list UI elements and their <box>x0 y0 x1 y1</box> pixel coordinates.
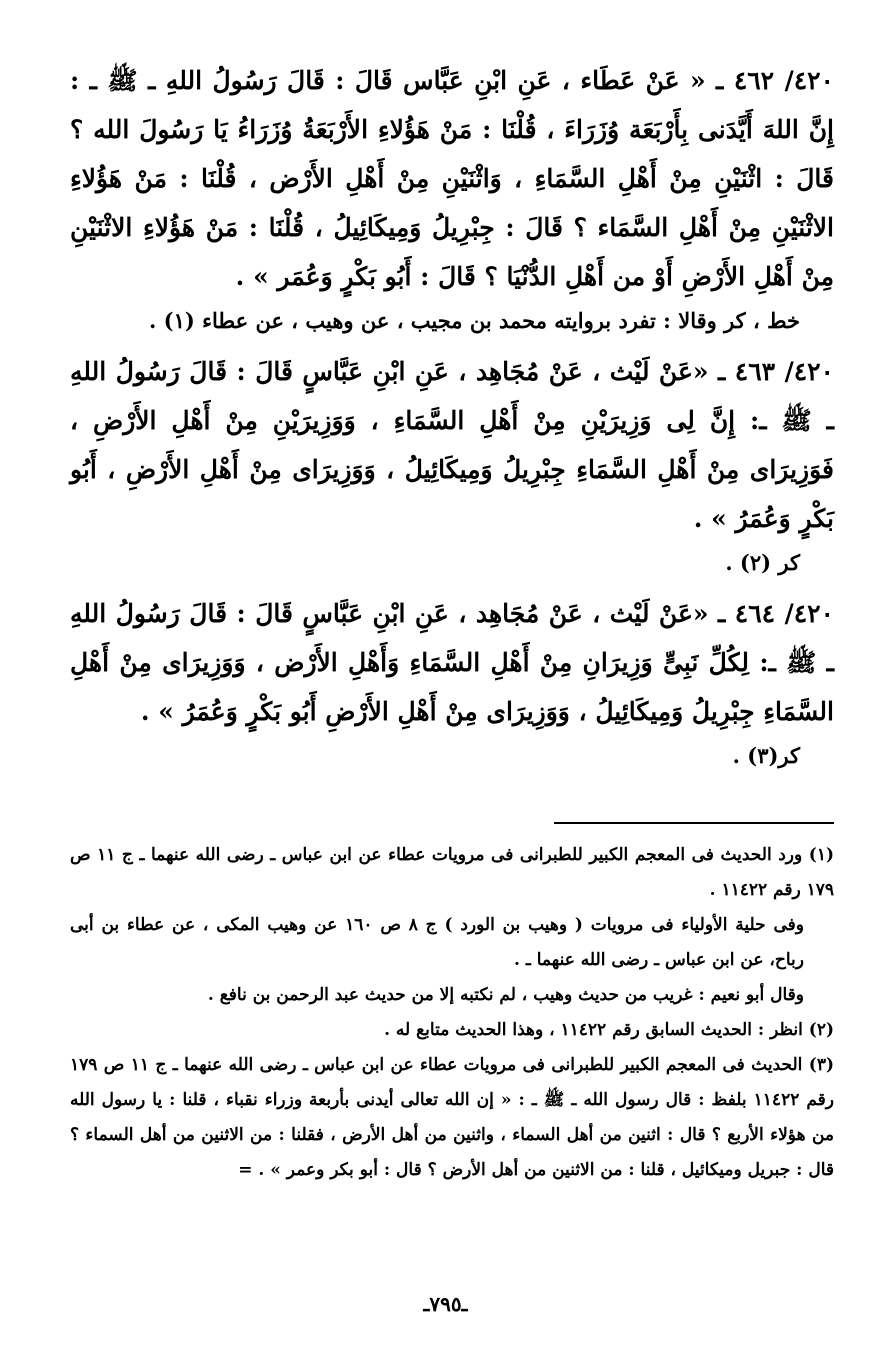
hadith-462-source: خط ، كر وقالا : تفرد بروايته محمد بن مجيب ، عن وهيب ، عن عطاء (١) . <box>149 308 800 333</box>
hadith-464: ٤٢٠/ ٤٦٤ ـ «عَنْ لَيْث ، عَنْ مُجَاهِد ، عَنِ ابْنِ عَبَّاسٍ قَالَ : قَالَ رَسُولُ اللهِ ـ ﷺ ـ: لِكُلِّ نَبِىٍّ وَزِيرَانِ مِنْ أَهْلِ السَّمَاءِ وَأَهْلِ الأَرْض ، وَوَزِيرَاى مِنْ أَهْلِ السَّمَاءِ جِبْرِيلُ وَمِيكَائِيلُ ، وَوَزِيرَاى مِنْ أَهْلِ الأَرْضِ أَبُو بَكْرٍ وَعُمَرُ » . <box>70 599 834 726</box>
hadith-463: ٤٢٠/ ٤٦٣ ـ «عَنْ لَيْث ، عَنْ مُجَاهِد ، عَنِ ابْنِ عَبَّاسٍ قَالَ : قَالَ رَسُولُ اللهِ ـ ﷺ ـ: إِنَّ لِى وَزِيرَيْنِ مِنْ أَهْلِ السَّمَاءِ ، وَوَزِيرَيْنِ مِنْ أَهْلِ الأَرْضِ ، فَوَزِيرَاى مِنْ أَهْلِ السَّمَاءِ جِبْرِيلُ وَمِيكَائِيلُ ، وَوَزِيرَاى مِنْ أَهْلِ الأَرْضِ ، أَبُو بَكْرٍ وَعُمَرُ » . <box>70 357 834 533</box>
footnote-3: (٣) الحديث فى المعجم الكبير للطبرانى فى مرويات عطاء عن ابن عباس ـ رضى الله عنهما ـ ج ١١ ص ١٧٩ رقم ١١٤٢٢ بلفظ : قال رسول الله ـ ﷺ ـ : « إن الله تعالى أيدنى بأربعة وزراء نقباء ، قلنا : يا رسول الله من هؤلاء الأربع ؟ قال : اثنين من أهل السماء ، واثنين من أهل الأرض ، فقلنا : من الاثنين من أهل السماء ؟ قال : جبريل وميكائيل ، قلنا : من الاثنين من أهل الأرض ؟ قال : أبو بكر وعمر » . = <box>70 1055 835 1180</box>
page-number: ـ٧٩٥ـ <box>423 1292 468 1316</box>
footnote-1-abu-nuaym: وقال أبو نعيم : غريب من حديث وهيب ، لم نكتبه إلا من حديث عبد الرحمن بن نافع . <box>207 985 804 1005</box>
hadith-464-source: كر(٣) . <box>732 743 800 768</box>
hadith-463-source: كر (٢) . <box>725 550 800 575</box>
footnotes <box>70 838 834 1188</box>
footnote-2: (٢) انظر : الحديث السابق رقم ١١٤٢٢ ، وهذا الحديث متابع له . <box>384 1020 834 1040</box>
footnote-1-hilya: وفى حلية الأولياء فى مرويات ( وهيب بن الورد ) ج ٨ ص ١٦٠ عن وهيب المكى ، عن عطاء بن أبى رباح، عن ابن عباس ـ رضى الله عنهما ـ . <box>70 915 804 970</box>
main-text <box>70 56 834 782</box>
footnote-separator <box>554 822 834 824</box>
footnote-1: (١) ورد الحديث فى المعجم الكبير للطبرانى فى مرويات عطاء عن ابن عباس ـ رضى الله عنهما ـ ج ١١ ص ١٧٩ رقم ١١٤٢٢ . <box>70 845 834 900</box>
hadith-462: ٤٢٠/ ٤٦٢ ـ « عَنْ عَطَاء ، عَنِ ابْنِ عَبَّاس قَالَ : قَالَ رَسُولُ اللهِ ـ ﷺ ـ : إِنَّ اللهَ أَيَّدَنى بِأَرْبَعَة وُزَرَاءَ ، قُلْنَا : مَنْ هَؤُلاءِ الأَرْبَعَةُ وُزَرَاءُ يَا رَسُولَ الله ؟ قَالَ : اثْنَيْنِ مِنْ أَهْلِ السَّمَاءِ ، وَاثْنَيْنِ مِنْ أَهْلِ الأَرْض ، قُلْنَا : مَنْ هَؤُلاءِ الاثْنَيْنِ مِنْ أَهْلِ السَّمَاء ؟ قَالَ : جِبْرِيلُ وَمِيكَائِيلُ ، قُلْنَا : مَنْ هَؤُلاءِ الاثْنَيْنِ مِنْ أَهْلِ الأَرْضِ أَوْ من أَهْلِ الدُّنْيَا ؟ قَالَ : أَبُو بَكْرٍ وَعُمَر » . <box>70 66 834 291</box>
